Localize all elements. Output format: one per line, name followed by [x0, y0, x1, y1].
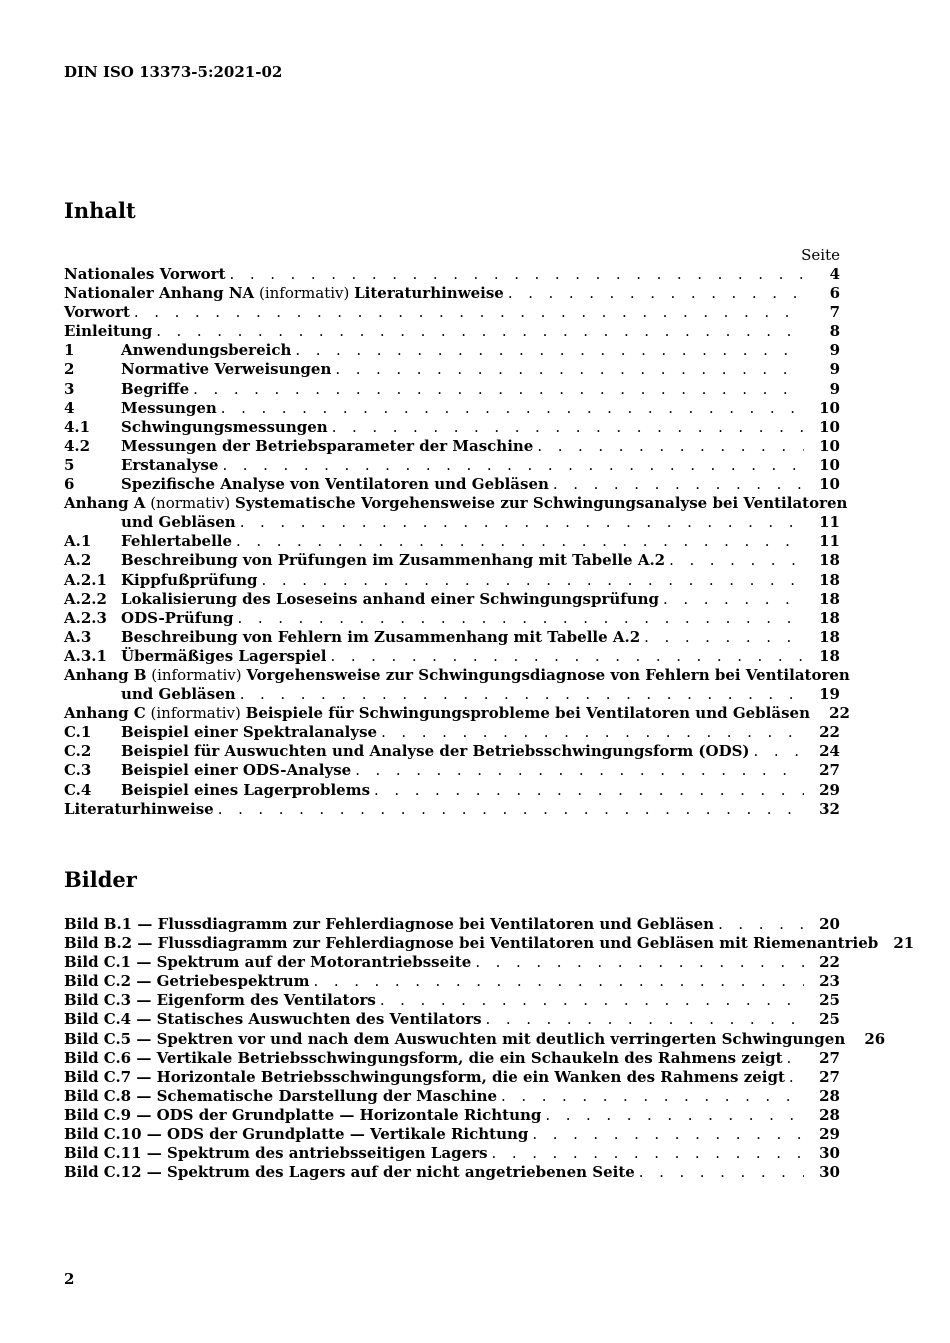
toc-entry-page: 10: [819, 398, 840, 417]
toc-entry-page: 19: [819, 685, 840, 704]
figure-entry-title: Bild C.2 — Getriebespektrum: [64, 972, 310, 991]
toc-entry[interactable]: [64, 665, 850, 685]
toc-entry-title-text: Beschreibung von Prüfungen im Zusammenhang mit Tabelle A.2: [121, 551, 666, 570]
toc-entry-number: A.2.3: [64, 608, 107, 627]
toc-entry-annex-type: (informativ): [254, 284, 355, 303]
toc-entry-title: [121, 475, 549, 494]
dot-leader: [528, 1125, 804, 1144]
figure-entry-page: 22: [819, 953, 840, 972]
toc-entry-title: [121, 781, 370, 800]
toc-entry-number: C.4: [64, 780, 92, 799]
toc-entry-title: [121, 437, 533, 456]
toc-entry[interactable]: [64, 742, 840, 761]
figure-entry-page: 25: [819, 991, 840, 1010]
dot-leader: [541, 1106, 804, 1125]
toc-entry-title: [121, 761, 351, 780]
dot-leader: [217, 399, 804, 418]
toc-entry-page: 10: [819, 455, 840, 474]
dot-leader: [750, 742, 804, 761]
toc-entry-page: 18: [819, 589, 840, 608]
figure-entry[interactable]: [64, 1087, 840, 1106]
dot-leader: [351, 761, 804, 780]
toc-entry-page: 18: [819, 608, 840, 627]
toc-entry[interactable]: [64, 399, 840, 418]
dot-leader: [377, 723, 804, 742]
figure-entry[interactable]: [64, 1106, 840, 1125]
dot-leader: [488, 1144, 804, 1163]
toc-entry-page: 11: [819, 532, 840, 551]
toc-entry[interactable]: [64, 628, 840, 647]
figure-entry-page: 23: [819, 972, 840, 991]
dot-leader: [326, 647, 804, 666]
figure-entry[interactable]: [64, 1144, 840, 1163]
toc-entry[interactable]: [64, 800, 840, 819]
toc-entry-title: [121, 647, 326, 666]
toc-entry-title: [121, 742, 750, 761]
toc-entry-title: [121, 551, 665, 570]
toc-entry-annex-type: (informativ): [145, 704, 246, 723]
toc-entry[interactable]: [64, 723, 840, 742]
dot-leader: [258, 571, 804, 590]
toc-entry-number: A.2.1: [64, 570, 107, 589]
toc-entry-page: 32: [819, 799, 840, 818]
toc-entry-title-text: Kippfußprüfung: [121, 570, 258, 589]
toc-entry-title-text: und Gebläsen: [121, 513, 236, 532]
figure-entry[interactable]: [64, 1125, 840, 1144]
toc-entry-title-text: Einleitung: [64, 322, 153, 341]
figure-entry[interactable]: [64, 1029, 886, 1049]
dot-leader: [310, 972, 804, 991]
toc-entry-title: [64, 284, 504, 303]
dot-leader: [152, 322, 804, 341]
toc-entry-page: 10: [819, 436, 840, 455]
toc-entry-title-text: Anhang C: [64, 704, 146, 723]
figure-entry-page: 27: [819, 1067, 840, 1086]
dot-leader: [659, 590, 804, 609]
toc-entry-title-text: Messungen der Betriebsparameter der Maschine: [121, 436, 534, 455]
toc-entry[interactable]: [64, 360, 840, 379]
dot-leader: [785, 1068, 804, 1087]
toc-entry[interactable]: [64, 513, 840, 532]
toc-entry-title: [121, 628, 640, 647]
toc-entry-title: [121, 456, 218, 475]
dot-leader: [331, 360, 804, 379]
toc-entry-title-text: Erstanalyse: [121, 455, 219, 474]
toc-entry-title-text: Anwendungsbereich: [121, 341, 292, 360]
toc-entry[interactable]: [64, 551, 840, 570]
figure-entry-title: Bild B.2 — Flussdiagramm zur Fehlerdiagnose bei Ventilatoren und Gebläsen mit Riemenantrieb: [64, 934, 879, 953]
toc-entry-page: 29: [819, 780, 840, 799]
toc-entry-page: 9: [829, 341, 840, 360]
table-of-contents: [64, 265, 850, 819]
toc-entry-title: [64, 704, 810, 723]
toc-entry-number: C.1: [64, 723, 92, 742]
toc-entry[interactable]: [64, 590, 840, 609]
toc-entry-title-text: Anhang B: [64, 665, 147, 684]
toc-entry-number: A.3.1: [64, 646, 107, 665]
figure-entry-title: Bild B.1 — Flussdiagramm zur Fehlerdiagnose bei Ventilatoren und Gebläsen: [64, 915, 715, 933]
figure-entry-page: 28: [819, 1086, 840, 1105]
toc-entry[interactable]: [64, 609, 840, 628]
toc-entry-title: [121, 380, 189, 399]
toc-entry-title-text: Messungen: [121, 398, 217, 417]
dot-leader: [236, 513, 804, 532]
page-column-label: Seite: [801, 246, 840, 264]
toc-entry-title-text: Systematische Vorgehensweise zur Schwingungsanalyse bei Ventilatoren: [235, 494, 848, 513]
toc-entry-title-text: Vorgehensweise zur Schwingungsdiagnose von Fehlern bei Ventilatoren: [246, 665, 850, 684]
dot-leader: [218, 456, 804, 475]
toc-entry-page: 10: [819, 417, 840, 436]
figure-entry[interactable]: [64, 1163, 840, 1182]
figure-entry-title: Bild C.10 — ODS der Grundplatte — Vertikale Richtung: [64, 1125, 529, 1144]
figure-entry[interactable]: [64, 1049, 840, 1068]
toc-entry-page: 18: [819, 646, 840, 665]
figure-entry[interactable]: [64, 1010, 840, 1029]
toc-entry[interactable]: [64, 647, 840, 666]
dot-leader: [234, 609, 804, 628]
dot-leader: [471, 953, 804, 972]
figure-entry-title: Bild C.12 — Spektrum des Lagers auf der nicht angetriebenen Seite: [64, 1163, 635, 1182]
toc-entry[interactable]: [64, 322, 840, 341]
toc-entry-page: 9: [829, 379, 840, 398]
dot-leader: [783, 1049, 805, 1068]
toc-entry[interactable]: [64, 456, 840, 475]
dot-leader: [226, 265, 804, 284]
dot-leader: [291, 341, 804, 360]
toc-entry-title-text: Lokalisierung des Loseseins anhand einer Schwingungsprüfung: [121, 589, 660, 608]
figure-entry-title: Bild C.9 — ODS der Grundplatte — Horizontale Richtung: [64, 1105, 542, 1124]
figure-entry-title: Bild C.6 — Vertikale Betriebsschwingungsform, die ein Schaukeln des Rahmens zeigt: [64, 1048, 783, 1067]
toc-entry-title-text: Spezifische Analyse von Ventilatoren und Gebläsen: [121, 475, 549, 494]
dot-leader: [549, 475, 804, 494]
toc-entry-annex-type: (informativ): [146, 665, 247, 684]
dot-leader: [328, 418, 804, 437]
document-header: DIN ISO 13373-5:2021-02: [64, 63, 283, 81]
toc-entry-title-text: Nationaler Anhang NA: [64, 284, 255, 303]
toc-entry[interactable]: [64, 284, 840, 303]
dot-leader: [640, 628, 804, 647]
figure-entry-page: 28: [819, 1105, 840, 1124]
toc-entry-number: 4.2: [64, 436, 91, 455]
figure-entry-page: 21: [893, 934, 915, 953]
toc-entry-page: 18: [819, 570, 840, 589]
figures-heading: Bilder: [64, 867, 137, 892]
dot-leader: [714, 915, 804, 934]
toc-entry-title: [121, 532, 232, 551]
toc-entry-page: 27: [819, 761, 840, 780]
toc-entry-number: 5: [64, 455, 75, 474]
toc-entry-page: 4: [829, 265, 840, 283]
toc-entry-title-text: Nationales Vorwort: [64, 265, 226, 283]
toc-entry-number: C.2: [64, 742, 92, 761]
page-number: 2: [64, 1270, 75, 1288]
figure-entry[interactable]: [64, 915, 840, 934]
figure-entry[interactable]: [64, 934, 915, 953]
dot-leader: [665, 551, 804, 570]
toc-entry-title: [121, 341, 291, 360]
toc-entry-title: [64, 303, 130, 322]
contents-heading: Inhalt: [64, 198, 136, 223]
toc-entry-title: [121, 590, 659, 609]
toc-entry-page: 22: [819, 723, 840, 742]
toc-entry-page: 7: [829, 303, 840, 322]
toc-entry-title-text: Anhang A: [64, 494, 146, 513]
toc-entry-title: [64, 666, 850, 685]
toc-entry-title-text: Schwingungsmessungen: [121, 417, 328, 436]
toc-entry-page: 8: [829, 322, 840, 341]
toc-entry-title-text: Vorwort: [64, 303, 130, 322]
dot-leader: [232, 532, 804, 551]
dot-leader: [370, 781, 804, 800]
figure-entry-page: 25: [819, 1010, 840, 1029]
toc-entry-title-text: und Gebläsen: [121, 685, 236, 704]
toc-entry[interactable]: [64, 571, 840, 590]
dot-leader: [504, 284, 804, 303]
toc-entry[interactable]: [64, 437, 840, 456]
list-of-figures: [64, 915, 915, 1182]
toc-entry[interactable]: [64, 418, 840, 437]
toc-entry[interactable]: [64, 761, 840, 780]
toc-entry-title-text: Fehlertabelle: [121, 532, 233, 551]
toc-entry-page: 24: [819, 742, 840, 761]
dot-leader: [482, 1010, 804, 1029]
toc-entry[interactable]: [64, 303, 840, 322]
figure-entry-page: 27: [819, 1048, 840, 1067]
toc-entry-title-text: ODS-Prüfung: [121, 608, 234, 627]
toc-entry-annex-type: (normativ): [145, 494, 236, 513]
toc-entry[interactable]: [64, 494, 848, 513]
figure-entry-page: 30: [819, 1144, 840, 1163]
toc-entry[interactable]: [64, 532, 840, 551]
toc-entry-number: A.1: [64, 532, 92, 551]
dot-leader: [533, 437, 804, 456]
figure-entry-page: 20: [819, 915, 840, 933]
dot-leader: [236, 685, 804, 704]
toc-entry-number: A.2.2: [64, 589, 107, 608]
toc-entry-title-text: Normative Verweisungen: [121, 360, 332, 379]
dot-leader: [189, 380, 804, 399]
figure-entry-page: 29: [819, 1125, 840, 1144]
toc-entry-title-text: Beispiel für Auswuchten und Analyse der Betriebsschwingungsform (ODS): [121, 742, 750, 761]
toc-entry-page: 18: [819, 551, 840, 570]
toc-entry-number: 6: [64, 475, 75, 494]
toc-entry[interactable]: [64, 475, 840, 494]
dot-leader: [376, 991, 804, 1010]
toc-entry-number: 2: [64, 360, 75, 379]
toc-entry-title-text: Beschreibung von Fehlern im Zusammenhang mit Tabelle A.2: [121, 627, 641, 646]
toc-entry-title: [121, 399, 217, 418]
toc-entry-title: [121, 723, 377, 742]
figure-entry[interactable]: [64, 972, 840, 991]
toc-entry-number: A.3: [64, 627, 92, 646]
figure-entry[interactable]: [64, 953, 840, 972]
toc-entry-title: [121, 418, 328, 437]
toc-entry[interactable]: [64, 704, 850, 723]
toc-entry-page: 10: [819, 475, 840, 494]
toc-entry[interactable]: [64, 781, 840, 800]
toc-entry-title-text: Beispiel eines Lagerproblems: [121, 780, 371, 799]
figure-entry[interactable]: [64, 1068, 840, 1087]
toc-entry-page: 11: [819, 513, 840, 532]
toc-entry-title-text: Übermäßiges Lagerspiel: [121, 646, 327, 665]
figure-entry-title: Bild C.7 — Horizontale Betriebsschwingungsform, die ein Wanken des Rahmens zeigt: [64, 1067, 785, 1086]
toc-entry-page: 9: [829, 360, 840, 379]
toc-entry-number: 3: [64, 379, 75, 398]
toc-entry[interactable]: [64, 265, 840, 284]
figure-entry-page: 30: [819, 1163, 840, 1182]
dot-leader: [497, 1087, 804, 1106]
toc-entry-number: 4: [64, 398, 75, 417]
toc-entry-title: [121, 609, 234, 628]
toc-entry-title-text: Beispiel einer ODS-Analyse: [121, 761, 352, 780]
toc-entry-number: A.2: [64, 551, 92, 570]
figure-entry-title: Bild C.11 — Spektrum des antriebsseitigen Lagers: [64, 1144, 488, 1163]
toc-entry-title: [121, 571, 258, 590]
toc-entry-title-text: Literaturhinweise: [64, 799, 214, 818]
toc-entry-number: 4.1: [64, 417, 91, 436]
toc-entry-page: 22: [829, 704, 850, 723]
figure-entry-title: Bild C.1 — Spektrum auf der Motorantriebsseite: [64, 953, 472, 972]
toc-entry-title-text: Beispiel einer Spektralanalyse: [121, 723, 378, 742]
toc-entry-title: [121, 513, 236, 532]
toc-entry-title: [121, 360, 331, 379]
toc-entry-title-text: Beispiele für Schwingungsprobleme bei Ventilatoren und Gebläsen: [245, 704, 810, 723]
figure-entry[interactable]: [64, 991, 840, 1010]
dot-leader: [214, 800, 804, 819]
figure-entry-page: 26: [864, 1029, 886, 1048]
figure-entry-title: Bild C.5 — Spektren vor und nach dem Auswuchten mit deutlich verringerten Schwingungen: [64, 1029, 846, 1048]
toc-entry-number: C.3: [64, 761, 92, 780]
toc-entry[interactable]: [64, 685, 840, 704]
toc-entry-title: [64, 322, 152, 341]
toc-entry-title-text: Begriffe: [121, 379, 190, 398]
figure-entry-title: Bild C.3 — Eigenform des Ventilators: [64, 991, 376, 1010]
toc-entry-title: [121, 685, 236, 704]
toc-entry-page: 6: [829, 284, 840, 303]
toc-entry-title-text: Literaturhinweise: [354, 284, 504, 303]
toc-entry-title: [64, 800, 214, 819]
toc-entry-page: 18: [819, 627, 840, 646]
toc-entry[interactable]: [64, 341, 840, 360]
toc-entry-number: 1: [64, 341, 75, 360]
figure-entry-title: Bild C.4 — Statisches Auswuchten des Ventilators: [64, 1010, 482, 1029]
toc-entry-title: [64, 494, 847, 513]
toc-entry-title: [64, 265, 226, 284]
dot-leader: [130, 303, 804, 322]
figure-entry-title: Bild C.8 — Schematische Darstellung der Maschine: [64, 1086, 498, 1105]
dot-leader: [635, 1163, 804, 1182]
toc-entry[interactable]: [64, 380, 840, 399]
